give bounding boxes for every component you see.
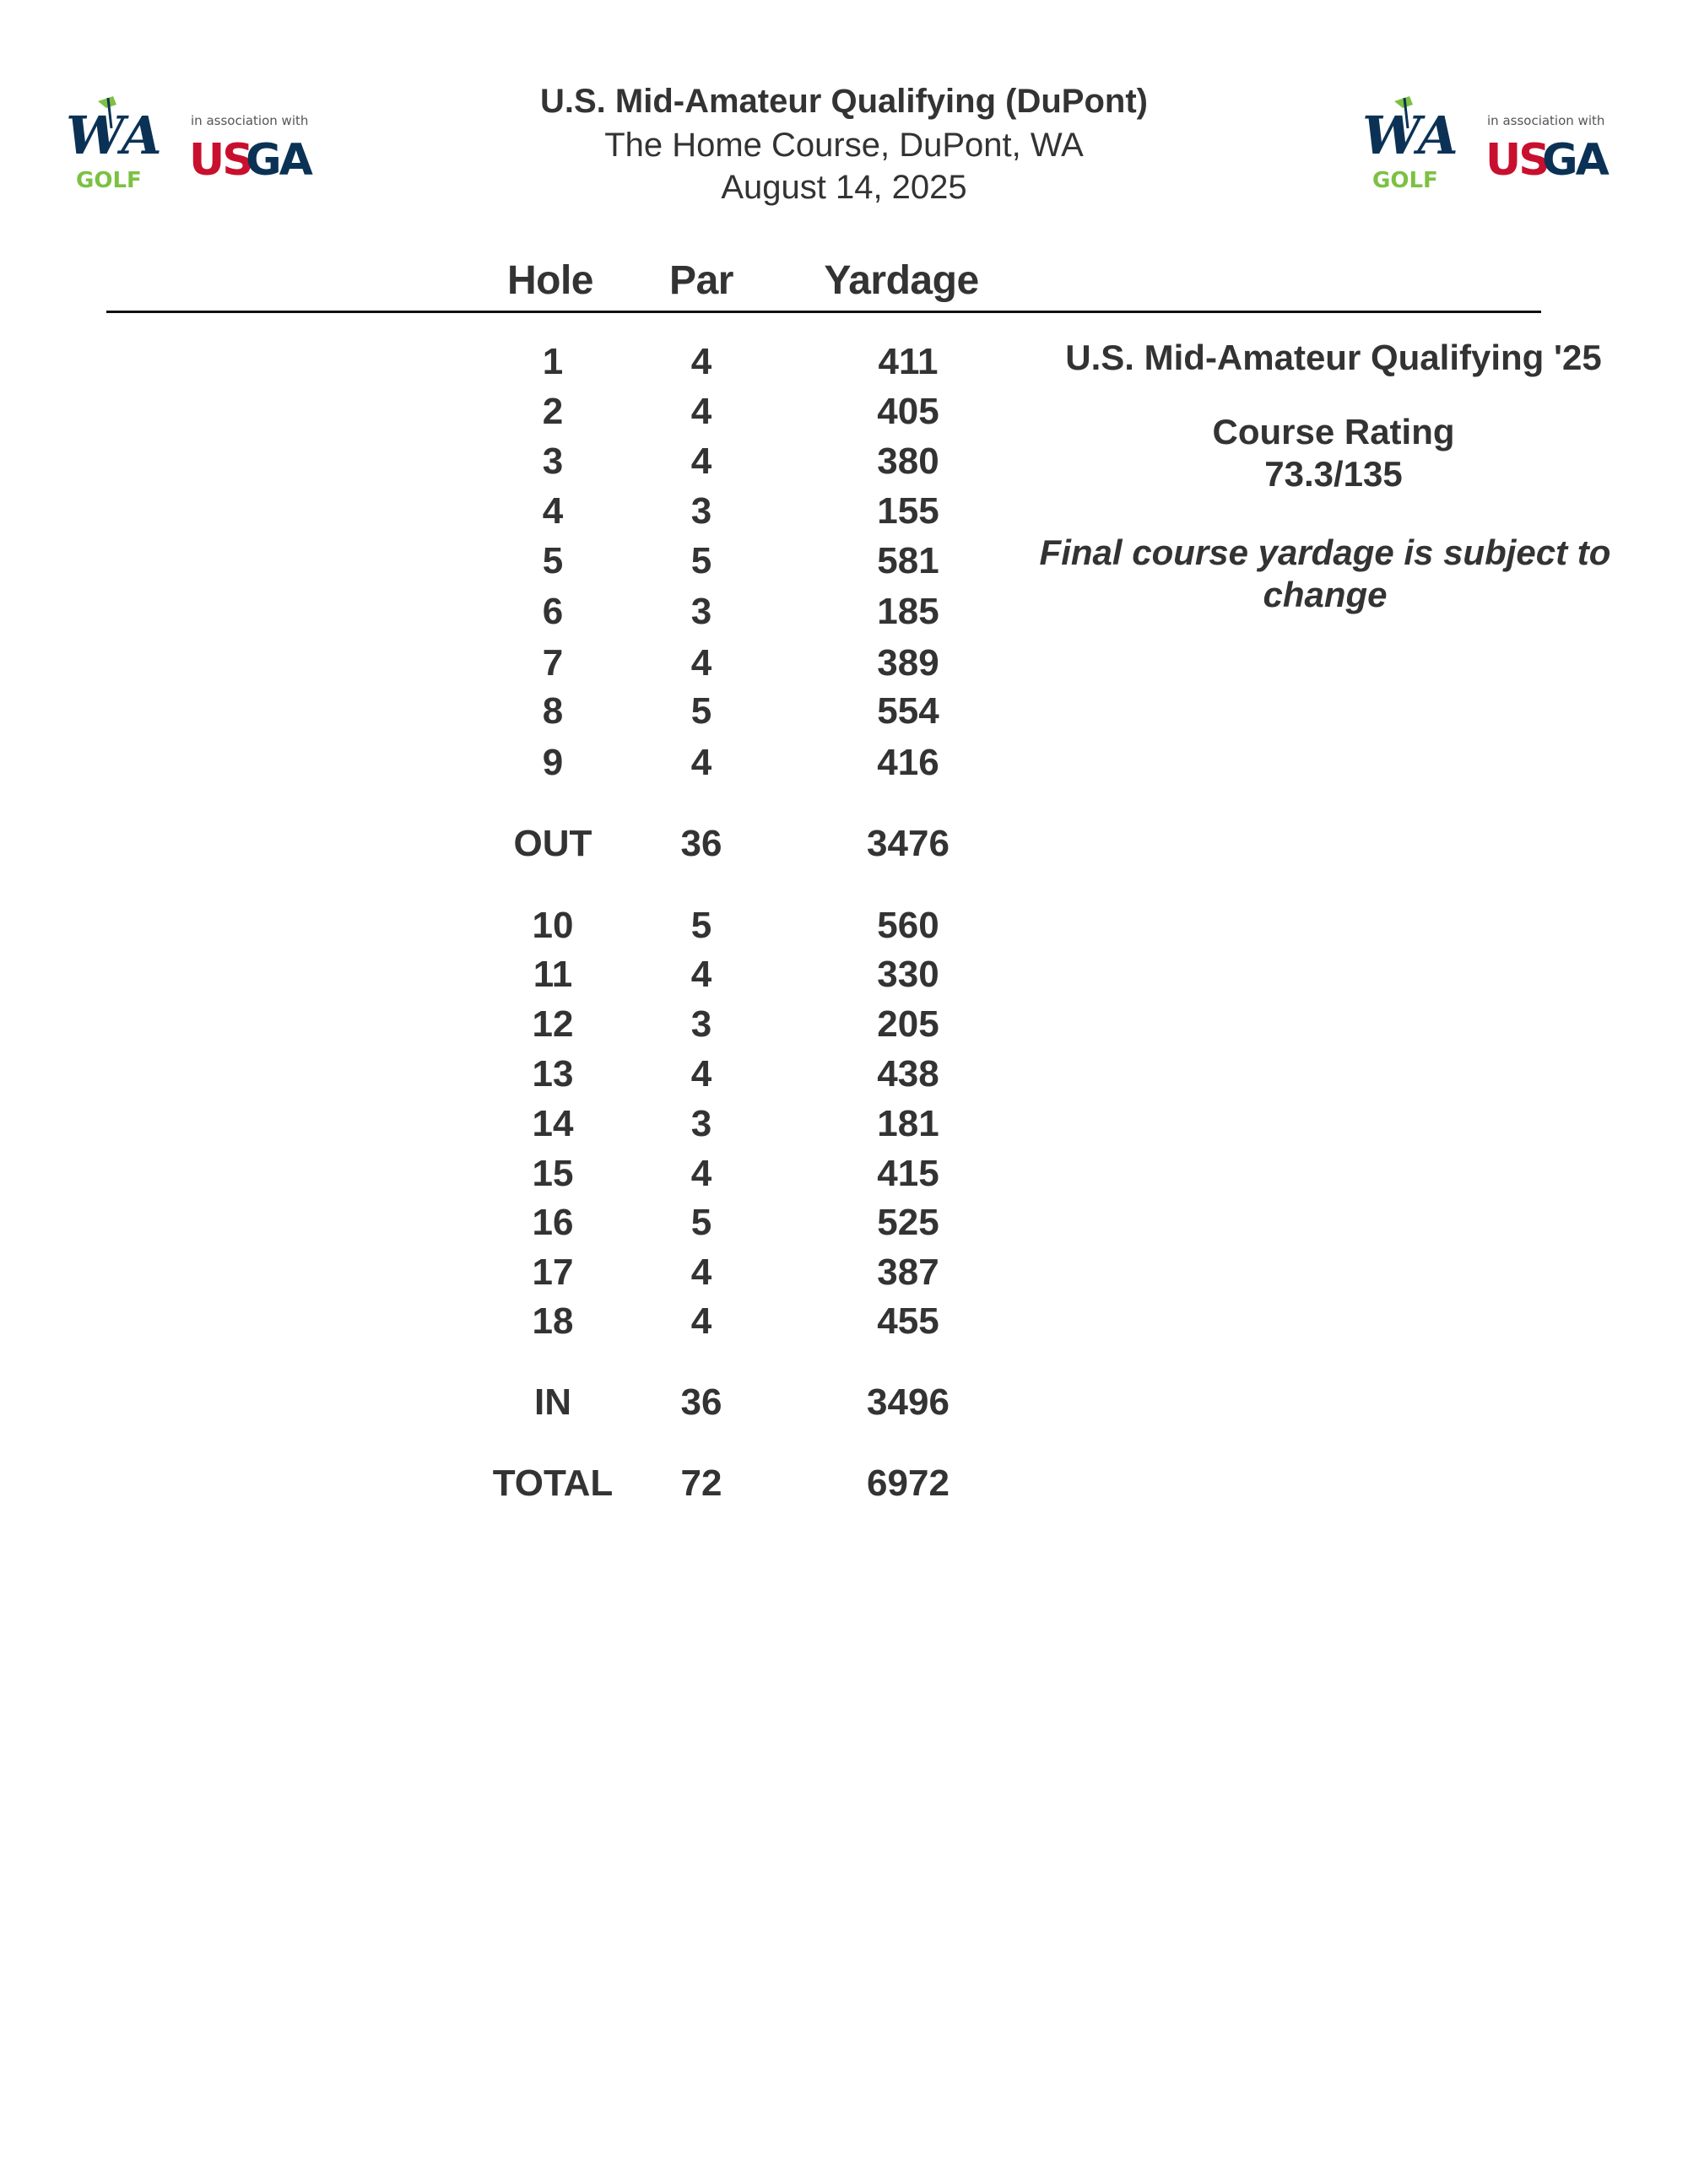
svg-text:GA: GA (1542, 135, 1607, 186)
table-cell-par: 5 (690, 905, 712, 946)
table-cell-yardage: 411 (878, 341, 939, 382)
table-cell-hole: 18 (532, 1300, 574, 1342)
table-cell-yardage: 560 (877, 905, 939, 946)
table-cell-hole: 5 (542, 540, 564, 581)
table-cell-hole: TOTAL (492, 1462, 614, 1504)
event-date: August 14, 2025 (721, 169, 967, 206)
table-cell-hole: 8 (542, 690, 564, 732)
svg-text:WA: WA (66, 105, 162, 166)
table-cell-yardage: 416 (877, 742, 939, 783)
event-label: U.S. Mid-Amateur Qualifying '25 (1065, 338, 1602, 377)
column-header-par: Par (669, 258, 733, 303)
svg-text:US: US (189, 135, 252, 186)
table-cell-hole: 17 (532, 1251, 574, 1293)
yardage-disclaimer: Final course yardage is subject to change (1039, 532, 1611, 614)
table-cell-hole: 7 (542, 642, 564, 684)
table-cell-par: 36 (680, 823, 722, 864)
table-cell-par: 4 (690, 642, 712, 684)
table-cell-yardage: 455 (877, 1300, 939, 1342)
table-cell-hole: 2 (542, 391, 564, 432)
table-cell-yardage: 415 (877, 1153, 939, 1194)
table-cell-par: 3 (690, 490, 712, 532)
table-cell-hole: 12 (532, 1003, 574, 1045)
table-cell-hole: 3 (542, 441, 564, 482)
table-cell-par: 5 (690, 1202, 712, 1243)
table-cell-yardage: 3496 (867, 1381, 950, 1423)
header-divider (106, 311, 1541, 313)
course-name: The Home Course, DuPont, WA (604, 127, 1084, 164)
table-cell-par: 3 (690, 1003, 712, 1045)
svg-text:GOLF: GOLF (76, 168, 142, 193)
table-cell-par: 4 (690, 1153, 712, 1194)
page-title: U.S. Mid-Amateur Qualifying (DuPont) (540, 83, 1148, 120)
table-cell-hole: 9 (542, 742, 564, 783)
table-cell-yardage: 389 (877, 642, 939, 684)
table-cell-yardage: 330 (877, 954, 939, 995)
table-cell-par: 3 (690, 1103, 712, 1144)
table-cell-yardage: 581 (877, 540, 939, 581)
svg-text:US: US (1485, 135, 1548, 186)
table-cell-yardage: 438 (877, 1053, 939, 1095)
table-cell-yardage: 387 (877, 1251, 939, 1293)
table-cell-hole: IN (534, 1381, 571, 1423)
table-cell-par: 4 (690, 391, 712, 432)
course-rating-label: Course Rating (1212, 412, 1455, 451)
table-cell-par: 5 (690, 540, 712, 581)
table-cell-hole: 6 (542, 591, 564, 632)
table-cell-par: 36 (680, 1381, 722, 1423)
table-cell-yardage: 525 (877, 1202, 939, 1243)
table-cell-par: 4 (690, 954, 712, 995)
table-cell-hole: 10 (532, 905, 574, 946)
table-cell-yardage: 3476 (867, 823, 950, 864)
table-cell-par: 4 (690, 441, 712, 482)
course-rating-value: 73.3/135 (1264, 454, 1403, 494)
table-cell-yardage: 185 (877, 591, 939, 632)
table-cell-hole: OUT (513, 823, 592, 864)
svg-text:GOLF: GOLF (1372, 168, 1438, 193)
svg-text:GA: GA (246, 135, 311, 186)
table-cell-hole: 14 (532, 1103, 574, 1144)
column-header-yardage: Yardage (824, 258, 979, 303)
table-cell-par: 4 (690, 1053, 712, 1095)
table-cell-hole: 13 (532, 1053, 574, 1095)
table-cell-yardage: 205 (877, 1003, 939, 1045)
svg-text:WA: WA (1362, 105, 1458, 166)
table-cell-yardage: 405 (877, 391, 939, 432)
table-cell-hole: 1 (542, 341, 564, 382)
table-cell-hole: 15 (532, 1153, 574, 1194)
table-cell-hole: 11 (533, 954, 573, 995)
table-cell-yardage: 181 (877, 1103, 939, 1144)
table-cell-hole: 4 (542, 490, 564, 532)
svg-text:in association with: in association with (1487, 113, 1605, 128)
table-cell-par: 4 (690, 742, 712, 783)
table-cell-yardage: 155 (877, 490, 939, 532)
table-cell-par: 72 (680, 1462, 722, 1504)
table-cell-par: 4 (690, 1300, 712, 1342)
table-cell-par: 3 (690, 591, 712, 632)
table-cell-hole: 16 (532, 1202, 574, 1243)
table-cell-yardage: 554 (877, 690, 939, 732)
table-cell-par: 4 (690, 1251, 712, 1293)
table-cell-yardage: 380 (877, 441, 939, 482)
svg-text:in association with: in association with (191, 113, 309, 128)
table-cell-par: 5 (690, 690, 712, 732)
table-cell-yardage: 6972 (867, 1462, 950, 1504)
table-cell-par: 4 (690, 341, 712, 382)
column-header-hole: Hole (506, 258, 593, 303)
